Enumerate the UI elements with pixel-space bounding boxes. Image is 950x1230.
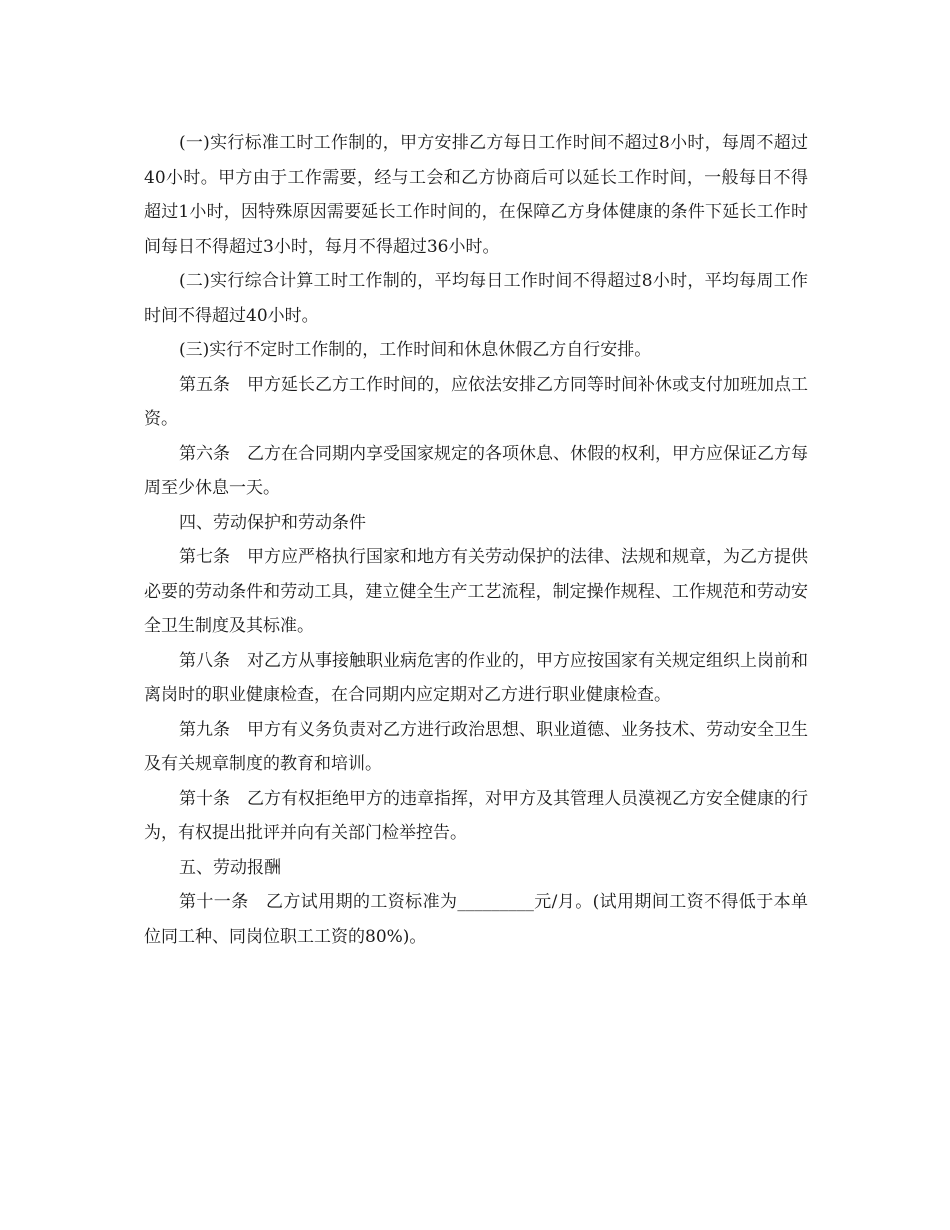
paragraph-standard-hours: (一)实行标准工时工作制的，甲方安排乙方每日工作时间不超过8小时，每周不超过40小时。甲方由于工作需要，经与工会和乙方协商后可以延长工作时间，一般每日不得超过1小时，因特殊原因需要延长工作时间的，在保障乙方身体健康的条件下延长工作时间每日不得超过3小时，每月不得超过36小时。	[144, 133, 808, 257]
paragraph-article-11: 第十一条 乙方试用期的工资标准为_________元/月。(试用期间工资不得低于本单位同工种、同岗位职工工资的80%)。	[144, 892, 808, 947]
paragraph-article-10: 第十条 乙方有权拒绝甲方的违章指挥，对甲方及其管理人员漠视乙方安全健康的行为，有权提出批评并向有关部门检举控告。	[144, 788, 808, 843]
document-body	[144, 126, 808, 954]
section-heading-remuneration: 五、劳动报酬	[179, 857, 281, 878]
section-heading-labor-protection: 四、劳动保护和劳动条件	[179, 512, 366, 533]
paragraph-article-9: 第九条 甲方有义务负责对乙方进行政治思想、职业道德、业务技术、劳动安全卫生及有关规章制度的教育和培训。	[144, 719, 808, 774]
paragraph-flexible-hours: (三)实行不定时工作制的，工作时间和休息休假乙方自行安排。	[179, 340, 652, 360]
paragraph-article-7: 第七条 甲方应严格执行国家和地方有关劳动保护的法律、法规和规章，为乙方提供必要的劳动条件和劳动工具，建立健全生产工艺流程，制定操作规程、工作规范和劳动安全卫生制度及其标准。	[144, 547, 808, 636]
paragraph-article-6: 第六条 乙方在合同期内享受国家规定的各项休息、休假的权利，甲方应保证乙方每周至少休息一天。	[144, 443, 808, 498]
paragraph-article-5: 第五条 甲方延长乙方工作时间的，应依法安排乙方同等时间补休或支付加班加点工资。	[144, 374, 808, 429]
paragraph-article-8: 第八条 对乙方从事接触职业病危害的作业的，甲方应按国家有关规定组织上岗前和离岗时的职业健康检查，在合同期内应定期对乙方进行职业健康检查。	[144, 650, 808, 705]
paragraph-comprehensive-hours: (二)实行综合计算工时工作制的，平均每日工作时间不得超过8小时，平均每周工作时间不得超过40小时。	[144, 271, 808, 326]
